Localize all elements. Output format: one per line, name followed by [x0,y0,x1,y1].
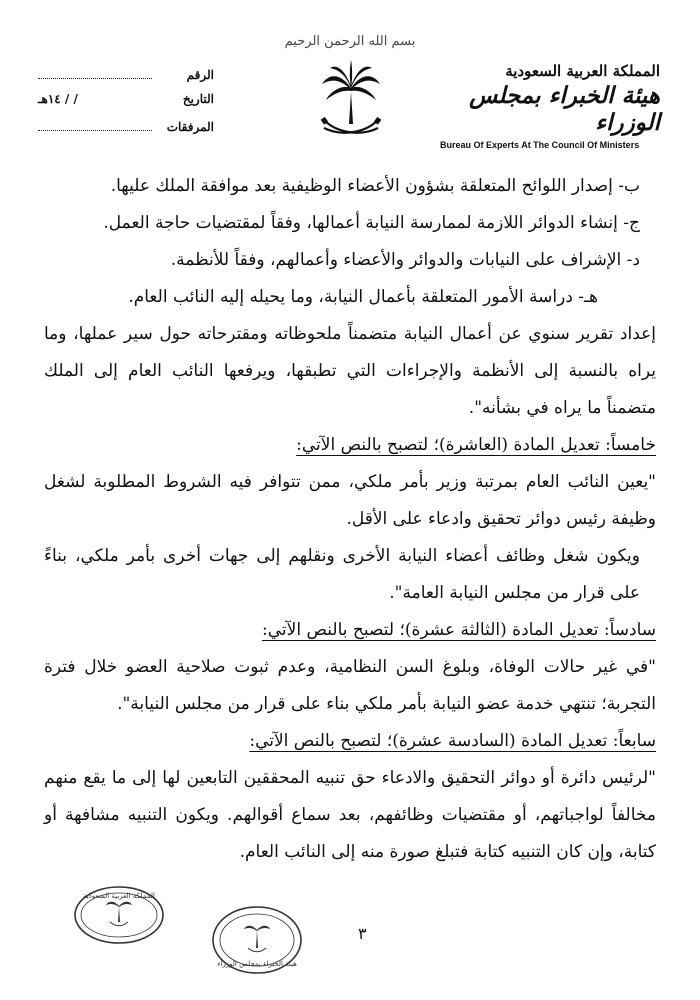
seal-2-text: هيئة الخبراء بمجلس الوزراء [217,960,297,968]
clause-j: ج- إنشاء الدوائر اللازمة لممارسة النيابة أعمالها، وفقاً لمقتضيات حاجة العمل. [103,213,640,233]
seal-1-text: المملكة العربية السعودية [83,892,155,900]
ref-number-row [38,66,214,92]
clause-b: ب- إصدار اللوائح المتعلقة بشؤون الأعضاء الوظيفية بعد موافقة الملك عليها. [110,176,640,196]
date-value: / / ١٤هـ [38,92,78,106]
date-row [38,92,214,118]
organization-letterhead [440,62,660,150]
date-label: التاريخ [182,92,214,106]
annual-report-paragraph: إعداد تقرير سنوي عن أعمال النيابة متضمناً ملحوظاته ومقترحاته حول سير عملها، وما يراه بالنسبة إلى الأنظمة والإجراءات التي تطبقها، ويرفعها النائب العام إلى الملك متضمناً ما يراه في بشأنه". [44,324,656,418]
page-number: ٣ [358,924,367,943]
article-16-heading: سابعاً: تعديل المادة (السادسة عشرة)؛ لتصبح بالنص الآتي: [249,731,656,751]
clause-h: هـ- دراسة الأمور المتعلقة بأعمال النيابة، وما يحيله إليه النائب العام. [128,287,598,307]
article-13-heading: سادساً: تعديل المادة (الثالثة عشرة)؛ لتصبح بالنص الآتي: [262,620,656,640]
attachments-row [38,118,214,144]
org-name-bureau: هيئة الخبراء بمجلس الوزراء [469,82,660,136]
article-10-paragraph-2: ويكون شغل وظائف أعضاء النيابة الأخرى ونقلهم إلى جهات أخرى بأمر ملكي، بناءً على قرار من مجلس النيابة العامة". [44,546,640,603]
letter-body [44,168,656,871]
org-name-english: Bureau Of Experts At The Council Of Ministers [440,140,640,150]
ref-number-label: الرقم [186,68,214,82]
attachments-label: المرفقات [166,120,214,134]
reference-block [38,66,214,144]
ref-number-line [38,66,152,79]
org-name-country: المملكة العربية السعودية [505,62,660,80]
palm-and-swords-emblem-icon [318,58,384,144]
article-13-paragraph: "في غير حالات الوفاة، وبلوغ السن النظامية، وعدم ثبوت صلاحية العضو خلال فترة التجربة؛ تنتهي خدمة عضو النيابة بأمر ملكي بناء على قرار من مجلس النيابة". [44,657,656,714]
basmala: بسم الله الرحمن الرحيم [284,34,416,49]
official-seal-icon [210,904,304,976]
article-16-paragraph: "لرئيس دائرة أو دوائر التحقيق والادعاء حق تنبيه المحققين التابعين لها إلى ما يقع منهم مخالفاً لواجباتهم، أو مقتضيات وظائفهم، بعد سماع أقوالهم. ويكون التنبيه مشافهة أو كتابة، وإن كان التنبيه كتابة فتبلغ صورة منه إلى النائب العام. [44,768,656,862]
article-10-heading: خامساً: تعديل المادة (العاشرة)؛ لتصبح بالنص الآتي: [296,435,656,455]
article-10-paragraph-1: "يعين النائب العام بمرتبة وزير بأمر ملكي، ممن تتوافر فيه الشروط المطلوبة لشغل وظيفة رئيس دوائر تحقيق وادعاء على الأقل. [44,472,656,529]
official-seal-icon [72,884,166,946]
clause-d: د- الإشراف على النيابات والدوائر والأعضاء وأعمالهم، وفقاً للأنظمة. [170,250,640,270]
attachments-line [38,118,152,131]
